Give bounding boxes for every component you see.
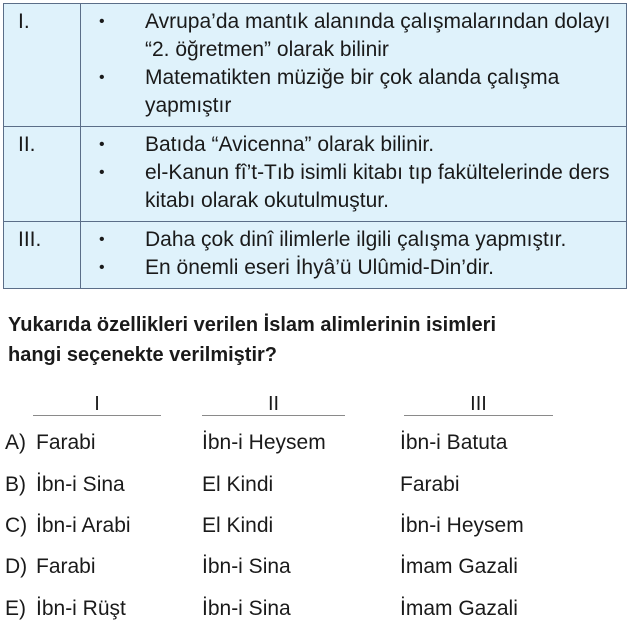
bullet-item: • el-Kanun fî’t-Tıb isimli kitabı tıp fakültelerinde ders kitabı olarak okutulmuştur.: [81, 159, 620, 215]
bullet-item: • Batıda “Avicenna” olarak bilinir.: [81, 131, 620, 159]
info-row-3: [4, 222, 627, 289]
bullet-item: • Daha çok dinî ilimlerle ilgili çalışma yapmıştır.: [81, 226, 620, 254]
option-c[interactable]: [0, 511, 631, 541]
option-value-3: İbn-i Batuta: [400, 431, 508, 454]
option-value-2: İbn-i Sina: [202, 597, 291, 620]
info-row-2: [4, 127, 627, 222]
option-value-3: İmam Gazali: [400, 555, 518, 578]
option-value-1: Farabi: [36, 431, 96, 454]
bullet-item: • En önemli eseri İhyâ’ü Ulûmid-Din’dir.: [81, 254, 620, 282]
option-value-3: İmam Gazali: [400, 597, 518, 620]
row-number: I.: [4, 4, 81, 127]
option-letter: C): [5, 514, 28, 537]
option-value-1: İbn-i Sina: [36, 473, 125, 496]
bullet-list: [81, 131, 620, 215]
option-value-1: İbn-i Arabi: [36, 514, 131, 537]
option-value-1: Farabi: [36, 555, 96, 578]
row-number: III.: [4, 222, 81, 289]
option-b[interactable]: [0, 470, 631, 500]
column-header-1: I: [33, 393, 161, 416]
option-value-2: İbn-i Heysem: [202, 431, 326, 454]
question-text: [8, 310, 628, 370]
info-row-1: [4, 4, 627, 127]
option-value-2: İbn-i Sina: [202, 555, 291, 578]
option-d[interactable]: [0, 552, 631, 582]
option-value-3: İbn-i Heysem: [400, 514, 524, 537]
row-description: [81, 127, 627, 222]
bullet-item: • Avrupa’da mantık alanında çalışmalarından dolayı “2. öğretmen” olarak bilinir: [81, 8, 620, 64]
option-value-3: Farabi: [400, 473, 460, 496]
option-a[interactable]: [0, 428, 631, 458]
bullet-list: [81, 226, 620, 282]
question-line-1: Yukarıda özellikleri verilen İslam alimlerinin isimleri: [8, 314, 497, 336]
row-description: [81, 4, 627, 127]
row-description: [81, 222, 627, 289]
option-letter: E): [5, 597, 26, 620]
option-letter: B): [5, 473, 26, 496]
bullet-item: • Matematikten müziğe bir çok alanda çalışma yapmıştır: [81, 64, 620, 120]
bullet-list: [81, 8, 620, 120]
column-header-3: III: [404, 393, 553, 416]
option-value-2: El Kindi: [202, 473, 274, 496]
option-letter: A): [5, 431, 26, 454]
option-value-2: El Kindi: [202, 514, 274, 537]
option-e[interactable]: [0, 594, 631, 624]
info-table: [3, 3, 627, 289]
option-value-1: İbn-i Rüşt: [36, 597, 126, 620]
row-number: II.: [4, 127, 81, 222]
question-line-2: hangi seçenekte verilmiştir?: [8, 344, 278, 366]
column-header-2: II: [202, 393, 345, 416]
option-letter: D): [5, 555, 28, 578]
